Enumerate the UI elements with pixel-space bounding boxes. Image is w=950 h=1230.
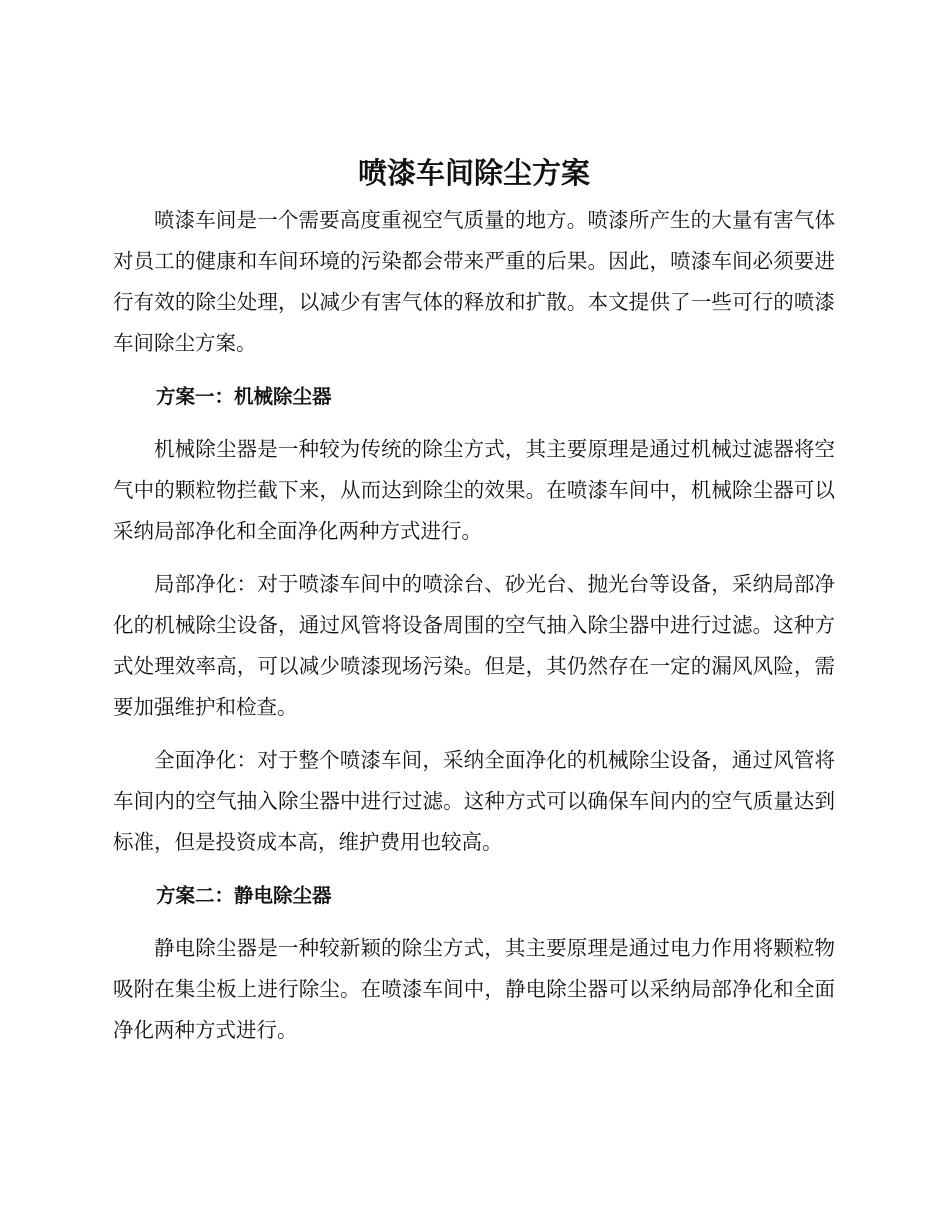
section-heading-mechanical: 方案一：机械除尘器 xyxy=(156,385,332,408)
paragraph-full-purification: 全面净化：对于整个喷漆车间，采纳全面净化的机械除尘设备，通过风管将车间内的空气抽入除尘器中进行过滤。这种方式可以确保车间内的空气质量达到标准，但是投资成本高，维护费用也较高。 xyxy=(113,748,835,854)
document-page xyxy=(113,148,835,1051)
intro-paragraph: 喷漆车间是一个需要高度重视空气质量的地方。喷漆所产生的大量有害气体对员工的健康和车间环境的污染都会带来严重的后果。因此，喷漆车间必须要进行有效的除尘处理，以减少有害气体的释放和扩散。本文提供了一些可行的喷漆车间除尘方案。 xyxy=(113,208,835,355)
paragraph-mechanical-overview: 机械除尘器是一种较为传统的除尘方式，其主要原理是通过机械过滤器将空气中的颗粒物拦截下来，从而达到除尘的效果。在喷漆车间中，机械除尘器可以采纳局部净化和全面净化两种方式进行。 xyxy=(113,437,835,543)
paragraph-local-purification: 局部净化：对于喷漆车间中的喷涂台、砂光台、抛光台等设备，采纳局部净化的机械除尘设备，通过风管将设备周围的空气抽入除尘器中进行过滤。这种方式处理效率高，可以减少喷漆现场污染。但是，其仍然存在一定的漏风风险，需要加强维护和检查。 xyxy=(113,572,835,719)
section-heading-electrostatic: 方案二：静电除尘器 xyxy=(156,884,332,907)
document-title: 喷漆车间除尘方案 xyxy=(357,156,590,190)
paragraph-electrostatic-overview: 静电除尘器是一种较新颖的除尘方式，其主要原理是通过电力作用将颗粒物吸附在集尘板上进行除尘。在喷漆车间中，静电除尘器可以采纳局部净化和全面净化两种方式进行。 xyxy=(113,936,835,1042)
